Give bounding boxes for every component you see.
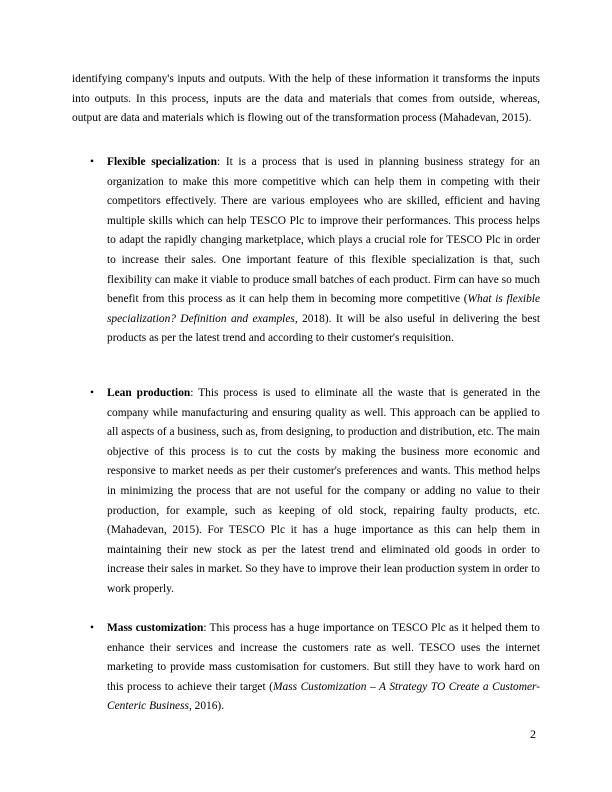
intro-paragraph: identifying company's inputs and outputs. With the help of these information it transforms the inputs into outputs. In this process, inputs are the data and materials that comes from outside, whereas, output are data and materials which is flowing out of the transformation process (Mahadevan, 2015). — [72, 73, 540, 125]
bullet-term: Mass customization — [107, 622, 204, 634]
bullet-text: : This process is used to eliminate all the waste that is generated in the company while manufacturing and ensuring quality as well. This approach can be applied to all aspects of a business, such as, from designing, to production and distribution, etc. The main objective of this process is to cut the costs by making the business more economic and responsive to market needs as per their customer's preferences and wants. This method helps in minimizing the process that are not useful for the company or adding no value to their production, for example, such as keeping of old stock, repairing faulty products, etc. (Mahadevan, 2015). For TESCO Plc it has a huge importance as this can help them in maintaining their new stock as per the latest trend and eliminated old goods in order to increase their sales in market. So they have to improve their lean production system in order to work properly. — [107, 387, 540, 595]
bullet-text: : This process has a huge importance on TESCO Plc as it helped them to enhance their services and increase the customers rate as well. TESCO uses the internet marketing to provide mass customisation for customers. But still they have to work hard on this process to achieve their target ( — [107, 622, 540, 693]
bullet-term: Lean production — [107, 387, 191, 399]
bullet-text-tail: , 2016). — [188, 700, 225, 713]
bullet-text-tail: 2018). It will be also useful in delivering the best products as per the latest trend and according to their customer's requisition. — [107, 312, 540, 345]
bullet-term: Flexible specialization — [107, 156, 218, 168]
bullet-lean-production — [90, 384, 540, 600]
citation: Mass Customization – A Strategy TO Create a Customer-Centeric Business — [107, 680, 540, 713]
bullet-text: : It is a process that is used in planning business strategy for an organization to make this more competitive which can help them in competing with their competitors effectively. There are various employees who are skilled, efficient and having multiple skills which can help TESCO Plc to improve their performances. This process helps to adapt the rapidly changing marketplace, which plays a crucial role for TESCO Plc in order to increase their sales. One important feature of this flexible specialization is that, such flexibility can make it viable to produce small batches of each product. Firm can have so much benefit from this process as it can help them in becoming more competitive ( — [107, 156, 541, 306]
bullet-flexible-specialization — [90, 153, 541, 349]
citation: What is flexible specialization? Definition and examples, — [107, 293, 541, 325]
page-number: 2 — [530, 727, 536, 741]
bullet-marker: • — [90, 622, 94, 634]
bullet-mass-customization — [90, 619, 540, 717]
bullet-marker: • — [90, 387, 94, 399]
bullet-marker: • — [90, 156, 94, 168]
